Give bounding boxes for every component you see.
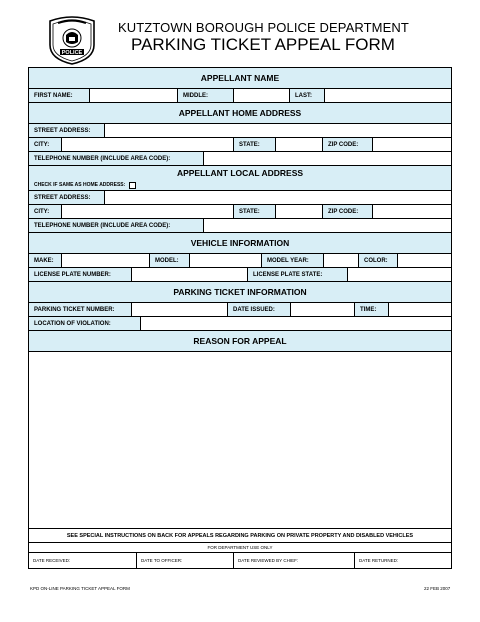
local-state-field[interactable] [276,205,323,218]
section-ticket [29,282,451,303]
ticket-row-2 [29,317,451,331]
ticket-row-1 [29,303,451,317]
name-row [29,89,451,103]
home-state-field[interactable] [276,138,323,151]
date-to-officer-field[interactable] [137,553,234,568]
date-issued-label: DATE ISSUED: [228,303,291,316]
vehicle-row-1 [29,254,451,268]
footer-revision: 22 FEB 2007 [424,586,451,591]
badge-text: POLICE [61,50,83,57]
home-city-label: CITY: [29,138,62,151]
local-state-label: STATE: [234,205,276,218]
special-instructions [29,529,451,543]
appeal-form [28,67,452,569]
home-street-row [29,124,451,138]
date-returned-field[interactable] [355,553,451,568]
reason-textarea[interactable] [29,352,451,529]
local-phone-label: TELEPHONE NUMBER (INCLUDE AREA CODE): [29,219,204,232]
date-received-label: DATE RECEIVED: [33,558,71,563]
department-use-heading: FOR DEPARTMENT USE ONLY [207,545,273,550]
color-field[interactable] [398,254,451,267]
date-returned-label: DATE RETURNED: [359,558,399,563]
local-street-field[interactable] [105,191,451,204]
department-dates-row [29,553,451,568]
vehicle-row-2 [29,268,451,282]
last-name-label: LAST: [290,89,325,102]
plate-number-label: LICENSE PLATE NUMBER: [29,268,132,281]
time-label: TIME: [355,303,389,316]
police-badge-logo [44,15,100,65]
form-title: PARKING TICKET APPEAL FORM [131,35,395,54]
local-zip-label: ZIP CODE: [323,205,373,218]
local-phone-row [29,219,451,233]
home-state-label: STATE: [234,138,276,151]
first-name-label: FIRST NAME: [29,89,90,102]
same-as-home-checkbox[interactable] [129,182,136,189]
first-name-field[interactable] [90,89,178,102]
local-street-row [29,191,451,205]
middle-name-label: MIDDLE: [178,89,234,102]
plate-state-field[interactable] [348,268,451,281]
date-received-field[interactable] [29,553,137,568]
model-year-label: MODEL YEAR: [262,254,324,267]
same-as-home-label: CHECK IF SAME AS HOME ADDRESS: [34,182,126,188]
local-city-row [29,205,451,219]
department-name: KUTZTOWN BOROUGH POLICE DEPARTMENT [118,20,409,35]
section-local-address [29,166,451,191]
make-label: MAKE: [29,254,62,267]
model-label: MODEL: [150,254,190,267]
time-field[interactable] [389,303,451,316]
home-phone-field[interactable] [204,152,451,165]
location-label: LOCATION OF VIOLATION: [29,317,141,330]
date-issued-field[interactable] [291,303,355,316]
plate-number-field[interactable] [132,268,248,281]
section-heading: VEHICLE INFORMATION [190,238,290,248]
model-field[interactable] [190,254,262,267]
form-header [0,0,480,66]
section-heading: REASON FOR APPEAL [193,336,287,346]
home-zip-label: ZIP CODE: [323,138,373,151]
date-reviewed-label: DATE REVIEWED BY CHIEF: [238,558,299,563]
section-heading: APPELLANT NAME [200,73,280,83]
section-heading: APPELLANT LOCAL ADDRESS [176,168,304,178]
color-label: COLOR: [359,254,398,267]
date-to-officer-label: DATE TO OFFICER: [141,558,183,563]
local-street-label: STREET ADDRESS: [29,191,105,204]
home-zip-field[interactable] [373,138,451,151]
local-phone-field[interactable] [204,219,451,232]
local-city-label: CITY: [29,205,62,218]
make-field[interactable] [62,254,150,267]
section-vehicle [29,233,451,254]
model-year-field[interactable] [324,254,359,267]
plate-state-label: LICENSE PLATE STATE: [248,268,348,281]
section-appellant-name [29,68,451,89]
last-name-field[interactable] [325,89,451,102]
date-reviewed-field[interactable] [234,553,355,568]
section-reason [29,331,451,352]
section-heading: APPELLANT HOME ADDRESS [178,108,302,118]
home-street-field[interactable] [105,124,451,137]
instructions-text: SEE SPECIAL INSTRUCTIONS ON BACK FOR APPEALS REGARDING PARKING ON PRIVATE PROPERTY AND DISABLED VEHICLES [66,532,414,539]
local-zip-field[interactable] [373,205,451,218]
section-home-address [29,103,451,124]
home-phone-label: TELEPHONE NUMBER (INCLUDE AREA CODE): [29,152,204,165]
footer-form-name: KPD ON-LINE PARKING TICKET APPEAL FORM [30,586,130,591]
same-as-home-row [29,180,451,190]
ticket-number-label: PARKING TICKET NUMBER: [29,303,132,316]
ticket-number-field[interactable] [132,303,228,316]
home-city-row [29,138,451,152]
home-city-field[interactable] [62,138,234,151]
location-field[interactable] [141,317,451,330]
home-street-label: STREET ADDRESS: [29,124,105,137]
local-city-field[interactable] [62,205,234,218]
section-heading: PARKING TICKET INFORMATION [173,287,307,297]
middle-name-field[interactable] [234,89,290,102]
department-use-header [29,543,451,553]
home-phone-row [29,152,451,166]
